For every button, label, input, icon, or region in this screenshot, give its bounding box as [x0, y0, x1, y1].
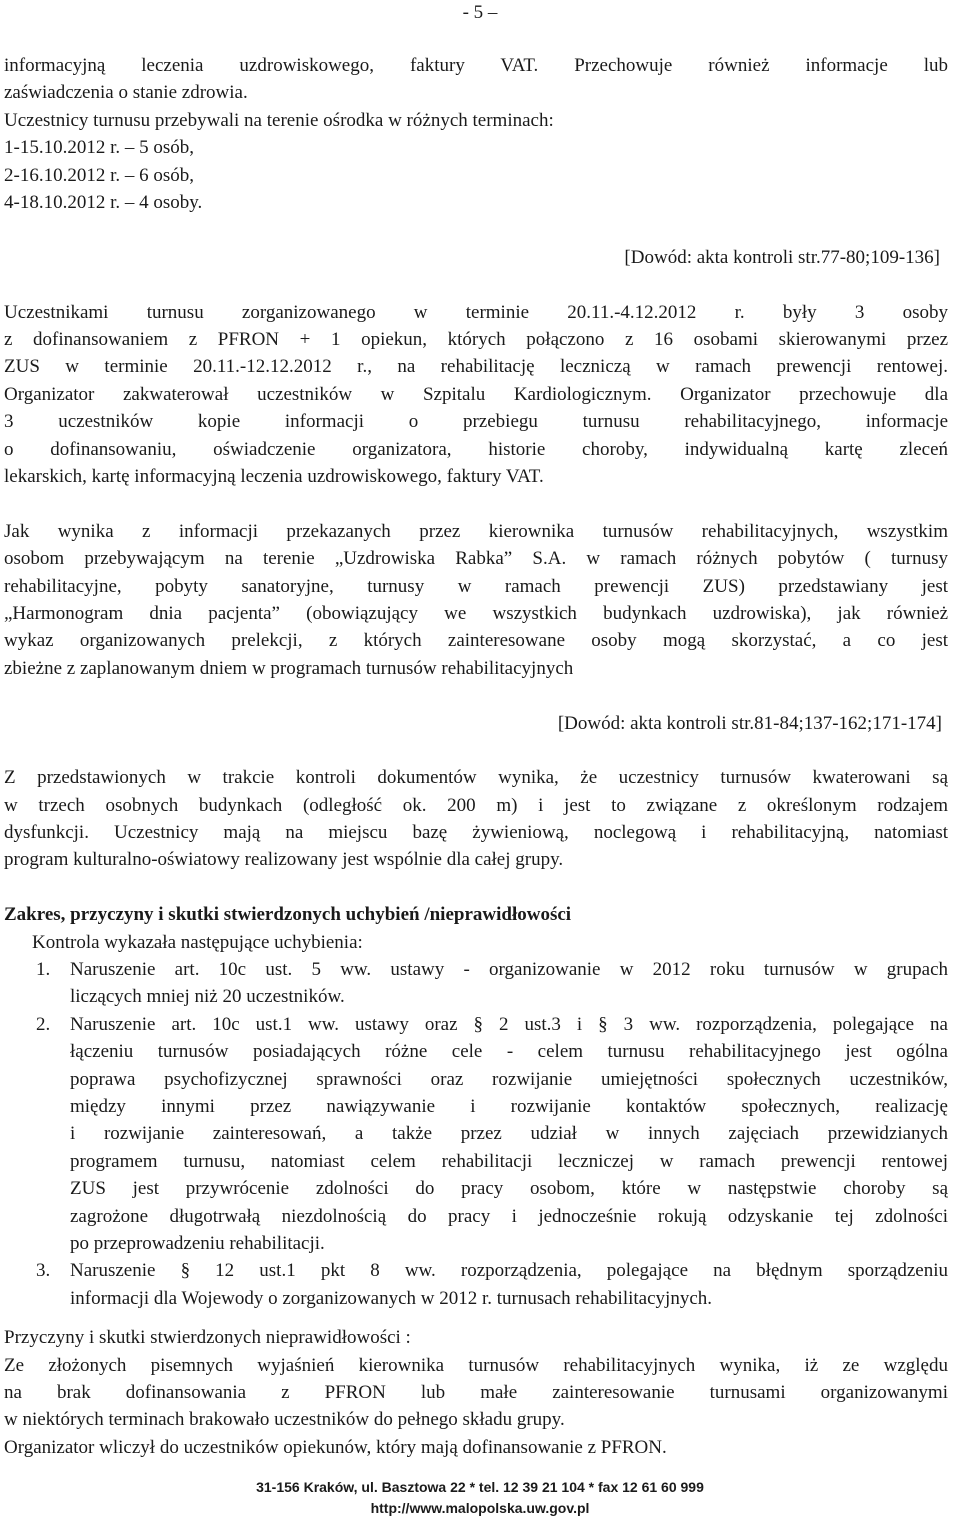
- text-line: i rozwijanie zainteresowań, a także przez udział w innych zajęciach przewidzianych: [70, 1123, 948, 1145]
- evidence-reference: [Dowód: akta kontroli str.81-84;137-162;171-174]: [557, 712, 942, 734]
- text-line: w niektórych terminach brakowało uczestników do pełnego składu grupy.: [4, 1409, 565, 1431]
- text-line: ZUS w terminie 20.11.-12.12.2012 r., na rehabilitację leczniczą w ramach prewencji rentowej.: [4, 356, 948, 378]
- text-line: Naruszenie art. 10c ust. 5 ww. ustawy - organizowanie w 2012 roku turnusów w grupach: [70, 959, 948, 981]
- footer-address: 31-156 Kraków, ul. Basztowa 22 * tel. 12 39 21 104 * fax 12 61 60 999: [256, 1479, 704, 1495]
- text-line: Jak wynika z informacji przekazanych przez kierownika turnusów rehabilitacyjnych, wszystkim: [4, 520, 948, 542]
- findings-section: [4, 901, 948, 1312]
- causes-section: [4, 1324, 948, 1461]
- intro-section: [4, 52, 948, 271]
- text-line: informacji dla Wojewody o zorganizowanych w 2012 r. turnusach rehabilitacyjnych.: [70, 1287, 713, 1309]
- text-line: 4-18.10.2012 r. – 4 osoby.: [4, 192, 203, 214]
- text-line: liczących mniej niż 20 uczestników.: [70, 986, 345, 1008]
- text-line: 2-16.10.2012 r. – 6 osób,: [4, 164, 194, 186]
- findings-list: [4, 956, 948, 1312]
- page-number: - 5 –: [462, 2, 498, 23]
- list-item: [4, 1011, 948, 1258]
- text-line: zbieżne z zaplanowanym dniem w programach turnusów rehabilitacyjnych: [4, 657, 574, 679]
- text-line: łączeniu turnusów posiadających różne cele - celem turnusu rehabilitacyjnego jest ogólna: [70, 1041, 948, 1063]
- paragraph-1: [4, 299, 948, 491]
- text-line: osobom przebywającym na terenie „Uzdrowiska Rabka” S.A. w ramach różnych pobytów ( turnusy: [4, 548, 948, 570]
- findings-intro: Kontrola wykazała następujące uchybienia:: [32, 931, 363, 953]
- text-line: Organizator wliczył do uczestników opiekunów, który mają dofinansowanie z PFRON.: [4, 1436, 667, 1458]
- list-item-number: 2.: [36, 1013, 51, 1035]
- text-line: w trzech osobnych budynkach (odległość ok. 200 m) i jest to związane z określonym rodzajem: [4, 794, 948, 816]
- text-line: Naruszenie art. 10c ust.1 ww. ustawy oraz § 2 ust.3 i § 3 ww. rozporządzenia, polegające na: [70, 1013, 948, 1035]
- text-line: dysfunkcji. Uczestnicy mają na miejscu bazę żywieniową, noclegową i rehabilitacyjną, natomiast: [4, 822, 948, 844]
- text-line: wykaz organizowanych prelekcji, z których zainteresowane osoby mogą skorzystać, a co jest: [4, 630, 948, 652]
- list-item-number: 1.: [36, 959, 51, 981]
- paragraph-2: [4, 518, 948, 737]
- text-line: Ze złożonych pisemnych wyjaśnień kierownika turnusów rehabilitacyjnych wynika, iż ze względu: [4, 1354, 948, 1376]
- text-line: między innymi przez nawiązywanie i rozwijanie kontaktów społecznych, realizację: [70, 1096, 948, 1118]
- text-line: programem turnusu, natomiast celem rehabilitacji leczniczej w ramach prewencji rentowej: [70, 1150, 948, 1172]
- text-line: 3 uczestników kopie informacji o przebiegu turnusu rehabilitacyjnego, informacje: [4, 411, 948, 433]
- text-line: po przeprowadzeniu rehabilitacji.: [70, 1233, 325, 1254]
- text-line: zagrożone długotrwałą niezdolnością do pracy i jednocześnie rokują odzyskanie tej zdolności: [70, 1205, 948, 1227]
- document-body: [4, 52, 948, 1461]
- text-line: Naruszenie § 12 ust.1 pkt 8 ww. rozporządzenia, polegające na błędnym sporządzeniu: [70, 1260, 948, 1282]
- text-line: lekarskich, kartę informacyjną leczenia uzdrowiskowego, faktury VAT.: [4, 465, 544, 487]
- text-line: zaświadczenia o stanie zdrowia.: [4, 82, 248, 104]
- text-line: 1-15.10.2012 r. – 5 osób,: [4, 137, 194, 159]
- text-line: Uczestnikami turnusu zorganizowanego w terminie 20.11.-4.12.2012 r. były 3 osoby: [4, 301, 948, 323]
- text-line: „Harmonogram dnia pacjenta” (obowiązujący we wszystkich budynkach uzdrowiska), jak również: [4, 602, 948, 624]
- footer-url[interactable]: http://www.malopolska.uw.gov.pl: [370, 1500, 590, 1516]
- list-item: [4, 1257, 948, 1312]
- text-line: Uczestnicy turnusu przebywali na terenie ośrodka w różnych terminach:: [4, 109, 554, 131]
- text-line: o dofinansowaniu, oświadczenie organizatora, historie choroby, indywidualną kartę zleceń: [4, 438, 948, 460]
- text-line: na brak dofinansowania z PFRON lub małe zainteresowanie turnusami organizowanymi: [4, 1382, 948, 1403]
- text-line: Z przedstawionych w trakcie kontroli dokumentów wynika, że uczestnicy turnusów kwaterowani są: [4, 767, 948, 789]
- list-item-number: 3.: [36, 1260, 51, 1282]
- section-heading: Przyczyny i skutki stwierdzonych nieprawidłowości :: [4, 1327, 411, 1349]
- section-heading: Zakres, przyczyny i skutki stwierdzonych uchybień /nieprawidłowości: [4, 904, 572, 926]
- evidence-reference: [Dowód: akta kontroli str.77-80;109-136]: [624, 246, 940, 268]
- text-line: informacyjną leczenia uzdrowiskowego, faktury VAT. Przechowuje również informacje lub: [4, 55, 948, 76]
- list-item: [4, 956, 948, 1011]
- text-line: ZUS jest przywrócenie zdolności do pracy osobom, które w następstwie choroby są: [70, 1178, 948, 1200]
- paragraph-3: [4, 764, 948, 874]
- text-line: poprawa psychofizycznej sprawności oraz rozwijanie umiejętności społecznych uczestników,: [70, 1068, 948, 1090]
- text-line: rehabilitacyjne, pobyty sanatoryjne, turnusy w ramach prewencji ZUS) przedstawiany jest: [4, 575, 948, 597]
- text-line: program kulturalno-oświatowy realizowany jest wspólnie dla całej grupy.: [4, 849, 564, 871]
- text-line: Organizator zakwaterował uczestników w Szpitalu Kardiologicznym. Organizator przechowuje dla: [4, 383, 948, 405]
- text-line: z dofinansowaniem z PFRON + 1 opiekun, których połączono z 16 osobami skierowanymi przez: [4, 329, 948, 350]
